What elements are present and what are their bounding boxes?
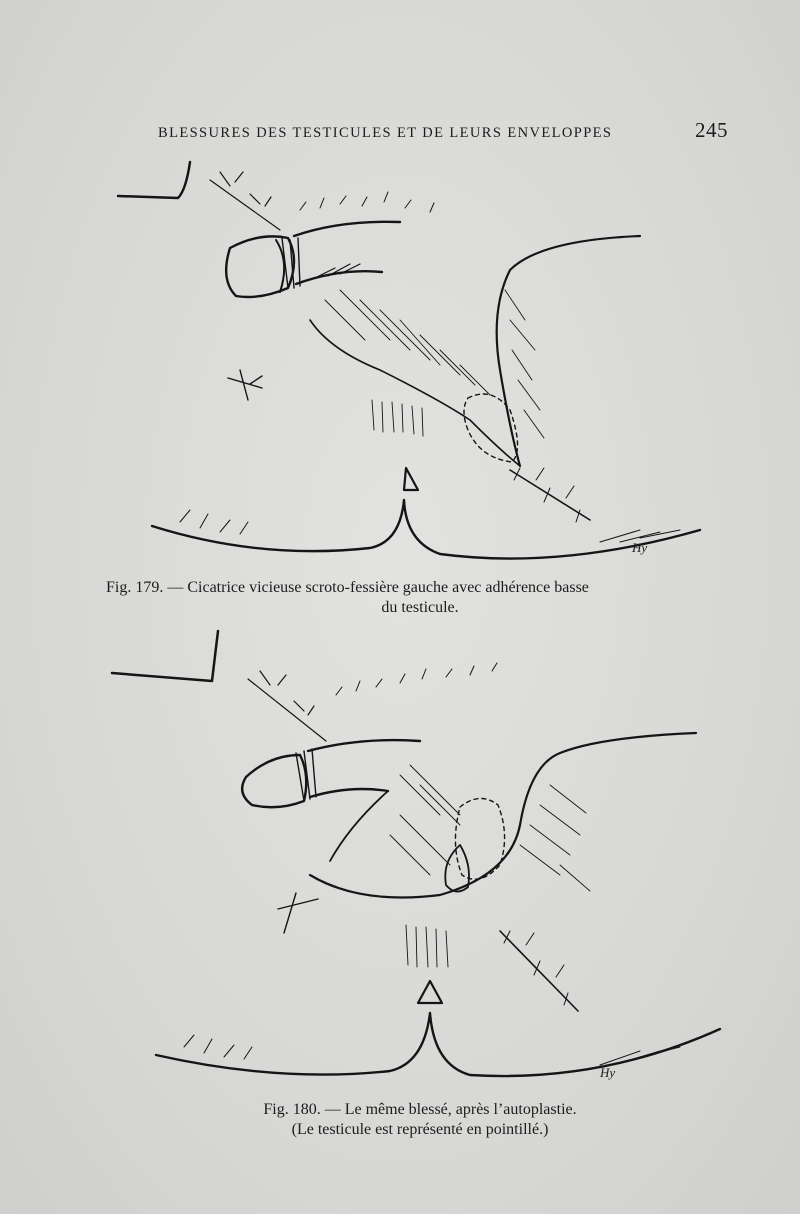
caption-line: Fig. 179. — Cicatrice vicieuse scroto-fessière gauche avec adhérence basse	[106, 579, 589, 596]
page-number: 245	[695, 118, 728, 142]
figure-180-illustration	[100, 625, 740, 1095]
caption-line: Fig. 180. — Le même blessé, après l’autoplastie.	[263, 1101, 577, 1118]
running-title: BLESSURES DES TESTICULES ET DE LEURS ENVELOPPES	[158, 125, 613, 141]
figure-179-illustration	[100, 150, 740, 570]
caption-line: (Le testicule est représenté en pointillé.)	[291, 1121, 549, 1138]
caption-line: du testicule.	[381, 599, 459, 616]
running-head	[158, 118, 728, 143]
figure-179-caption	[100, 578, 740, 618]
artist-signature: Hy	[600, 1065, 616, 1080]
artist-signature: Hy	[632, 540, 648, 555]
figure-180-caption	[100, 1100, 740, 1140]
